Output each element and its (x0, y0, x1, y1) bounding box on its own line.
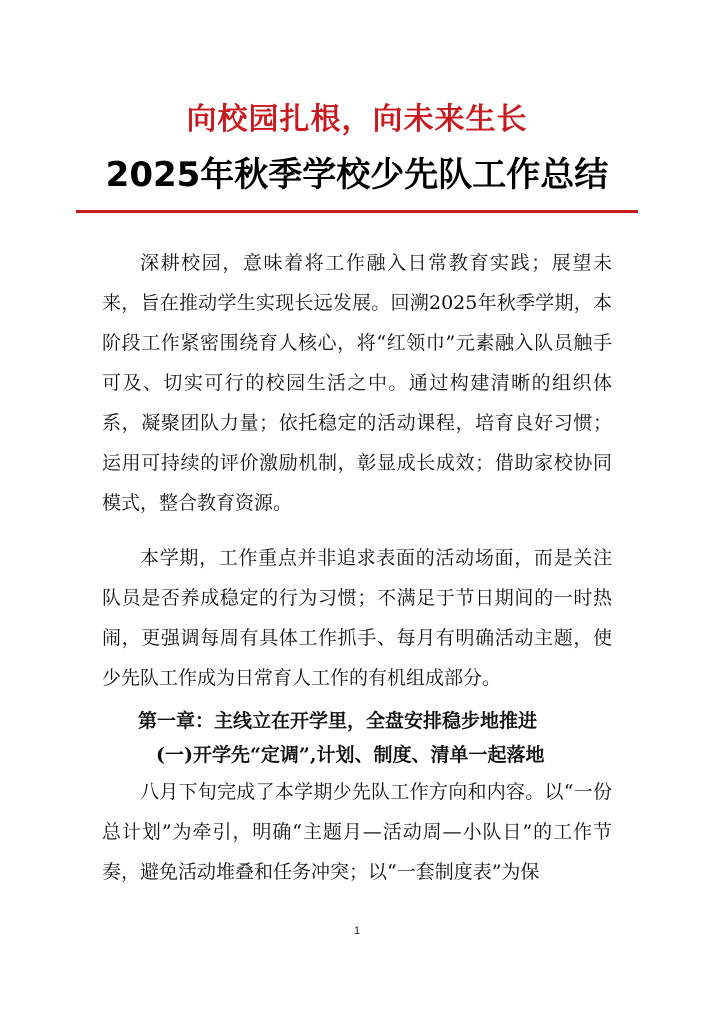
chapter-heading: 第一章：主线立在开学里，全盘安排稳步地推进 (138, 710, 538, 732)
document-body (102, 243, 612, 892)
section-heading: (一)开学先“定调”,计划、制度、清单一起落地 (156, 744, 545, 766)
title-divider (76, 210, 638, 213)
page-number: 1 (353, 925, 361, 937)
section-paragraph: 八月下旬完成了本学期少先队工作方向和内容。以“一份总计划”为牵引，明确“主题月—活动周—小队日”的工作节奏，避免活动堆叠和任务冲突；以“一套制度表”为保 (102, 781, 612, 883)
document-title: 2025年秋季学校少先队工作总结 (105, 155, 609, 195)
document-subtitle: 向校园扎根，向未来生长 (186, 102, 528, 137)
focus-paragraph: 本学期，工作重点并非追求表面的活动场面，而是关注队员是否养成稳定的行为习惯；不满足于节日期间的一时热闹，更强调每周有具体工作抓手、每月有明确活动主题，使少先队工作成为日常育人工作的有机组成部分。 (102, 547, 612, 689)
intro-paragraph: 深耕校园，意味着将工作融入日常教育实践；展望未来，旨在推动学生实现长远发展。回溯2025年秋季学期，本阶段工作紧密围绕育人核心，将“红领巾”元素融入队员触手可及、切实可行的校园生活之中。通过构建清晰的组织体系，凝聚团队力量；依托稳定的活动课程，培育良好习惯；运用可持续的评价激励机制，彰显成长成效；借助家校协同模式，整合教育资源。 (102, 252, 612, 514)
